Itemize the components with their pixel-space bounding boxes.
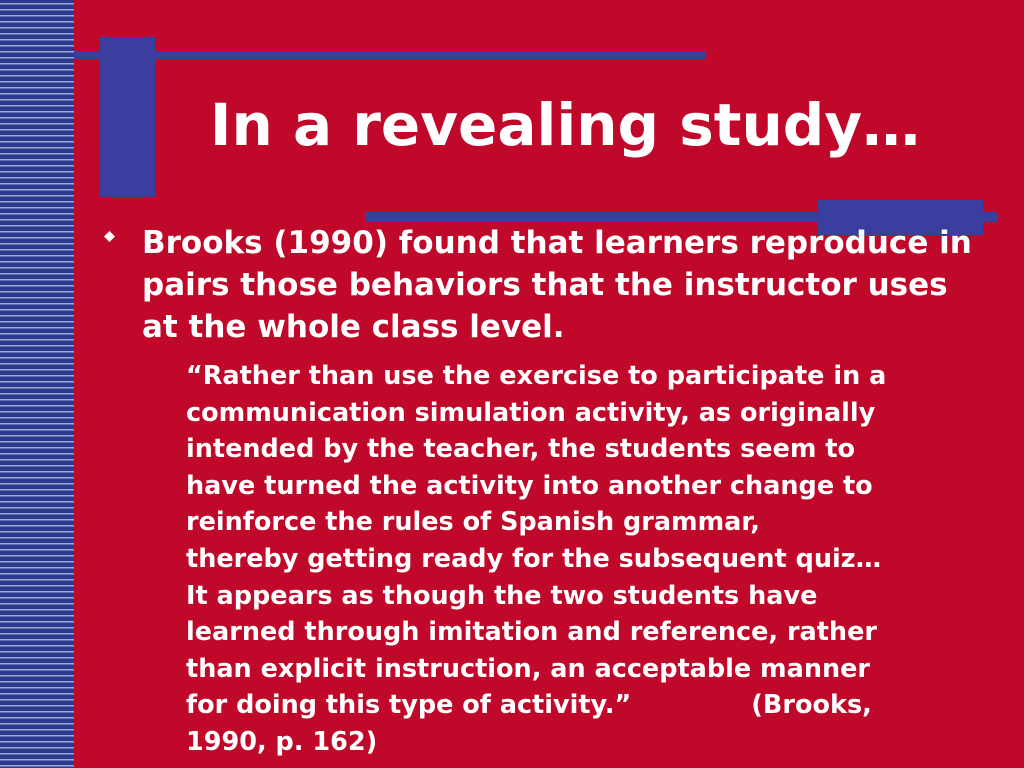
quote-line: “Rather than use the exercise to participate in a [186,361,887,391]
quote-line: than explicit instruction, an acceptable manner [186,653,871,684]
quote-last-line: for doing this type of activity.” [186,690,632,721]
citation-end: 1990, p. 162) [186,726,378,757]
citation-start: (Brooks, [751,690,872,721]
quote-line: learned through imitation and reference, rather [186,617,877,648]
slide-title: In a revealing study… [209,91,921,159]
striped-side-panel [0,0,74,768]
quote-line: thereby getting ready for the subsequent quiz… [186,543,882,574]
quote-block [186,358,986,761]
decor-block-title-vertical [100,37,155,197]
quote-line: It appears as though the two students have [186,580,818,611]
quote-line: reinforce the rules of Spanish grammar, [186,507,760,538]
quote-line: intended by the teacher, the students seem to [186,434,856,465]
quote-line: have turned the activity into another change to [186,470,873,501]
decor-bar-top-horizontal [74,51,706,59]
quote-line: communication simulation activity, as originally [186,397,876,428]
bullet-text: Brooks (1990) found that learners reproduce in pairs those behaviors that the instructor uses at the whole class level. [142,225,972,345]
diamond-bullet-icon [104,231,115,242]
